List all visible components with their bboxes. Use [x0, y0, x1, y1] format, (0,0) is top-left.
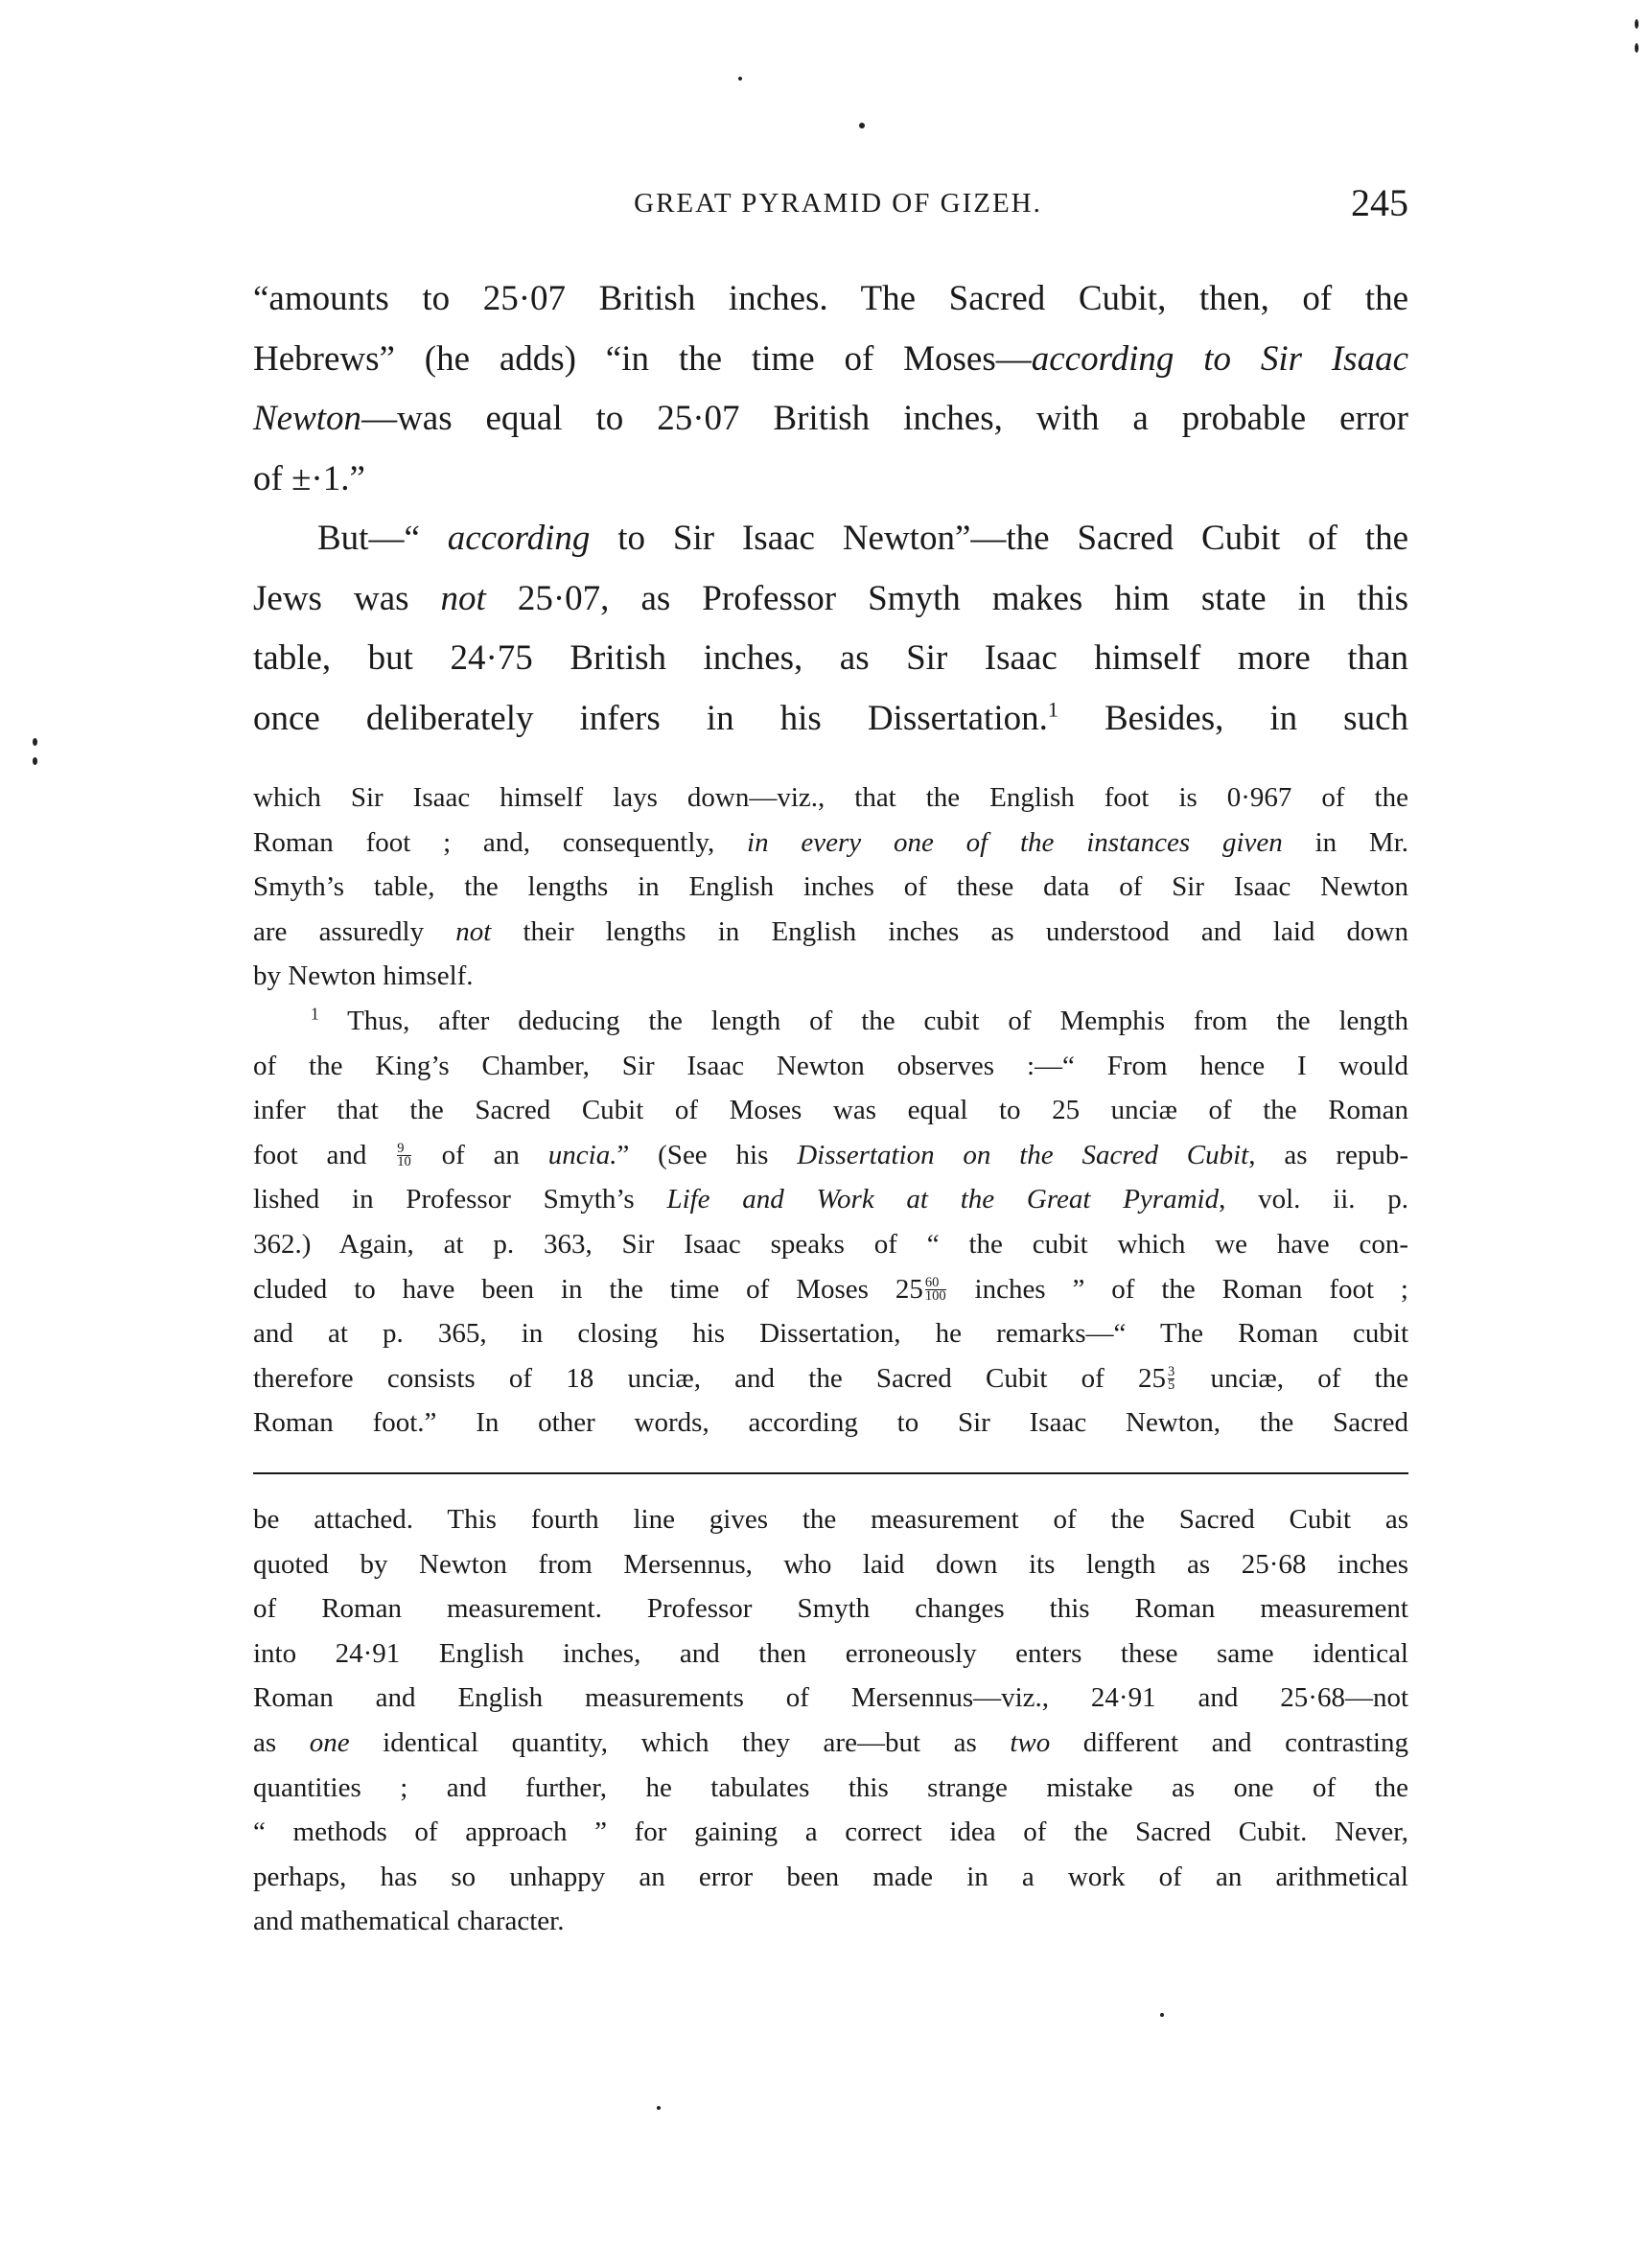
text-run: ” (See his — [616, 1139, 798, 1170]
footnote-marker: 1 — [1047, 697, 1058, 722]
text-line — [253, 1088, 1408, 1133]
text-run: But—“ — [317, 519, 448, 558]
text-run: “ methods of approach ” for gaining a correct idea of the Sacred Cubit. Never, — [253, 1817, 1408, 1848]
text-line — [253, 1133, 1408, 1178]
italic-text: not — [455, 915, 492, 947]
fraction — [924, 1274, 946, 1304]
text-line — [253, 450, 1408, 510]
text-run: table, but 24·75 British inches, as Sir Isaac himself more than — [253, 638, 1408, 678]
text-line — [253, 910, 1408, 955]
text-line — [253, 1311, 1408, 1356]
text-run: as — [253, 1726, 310, 1758]
text-run: of an — [412, 1139, 548, 1170]
text-line — [253, 999, 1408, 1044]
text-run: into 24·91 English inches, and then erroneously enters these same identical — [253, 1637, 1408, 1669]
text-run: therefore consists of 18 unciæ, and the Sacred Cubit of 25 — [253, 1362, 1167, 1394]
text-line — [253, 1586, 1408, 1632]
text-line — [253, 1855, 1408, 1900]
text-line — [253, 330, 1408, 390]
text-run: by Newton himself. — [253, 960, 474, 992]
fraction-denominator: 100 — [924, 1287, 946, 1304]
scan-speck — [859, 123, 865, 128]
fraction-denominator: 10 — [397, 1153, 411, 1169]
text-run: quantities ; and further, he tabulates this strange mistake as one of the — [253, 1771, 1408, 1803]
italic-text: according to Sir Isaac — [1031, 338, 1408, 379]
scan-speck — [33, 738, 37, 746]
text-line — [253, 1497, 1408, 1542]
text-line — [253, 509, 1408, 569]
text-run: be attached. This fourth line gives the measurement of the Sacred Cubit as — [253, 1504, 1408, 1535]
text-run: to Sir Isaac Newton”—the Sacred Cubit of the — [590, 519, 1408, 558]
text-run: and at p. 365, in closing his Dissertation, he remarks—“ The Roman cubit — [253, 1318, 1408, 1350]
text-run: which Sir Isaac himself lays down—viz., that the English foot is 0·967 of the — [253, 782, 1408, 813]
page-number: 245 — [1351, 181, 1408, 224]
text-run: quoted by Newton from Mersennus, who laid down its length as 25·68 inches — [253, 1548, 1408, 1580]
text-run: unciæ, of the — [1176, 1362, 1409, 1394]
fraction — [1168, 1363, 1175, 1393]
text-run: —was equal to 25·07 British inches, with a probable error — [361, 399, 1408, 438]
text-run: , vol. ii. p. — [1219, 1184, 1408, 1215]
italic-text: two — [1010, 1726, 1051, 1758]
italic-text: according — [447, 519, 591, 558]
text-run: cluded to have been in the time of Moses 25 — [253, 1273, 923, 1305]
text-line — [253, 1542, 1408, 1587]
text-run: Roman and English measurements of Mersennus—viz., 24·91 and 25·68—not — [253, 1682, 1408, 1714]
italic-text: one — [309, 1726, 350, 1758]
text-run: 362.) Again, at p. 363, Sir Isaac speaks of “ the cubit which we have con- — [253, 1228, 1408, 1260]
text-line — [253, 389, 1408, 450]
text-run: their lengths in English inches as understood and laid down — [491, 915, 1408, 947]
text-line — [253, 1267, 1408, 1312]
scan-speck — [33, 757, 37, 765]
text-line — [253, 1766, 1408, 1811]
text-line — [253, 1721, 1408, 1766]
main-text — [253, 269, 1408, 749]
text-run: and mathematical character. — [253, 1906, 565, 1937]
text-run: lished in Professor Smyth’s — [253, 1184, 667, 1215]
text-run: inches ” of the Roman foot ; — [947, 1273, 1408, 1305]
footnote-marker: 1 — [311, 1004, 319, 1024]
italic-text: Dissertation on the Sacred Cubit — [797, 1139, 1249, 1170]
fraction — [397, 1140, 411, 1169]
italic-text: not — [440, 578, 486, 618]
text-run: Thus, after deducing the length of the cubit of Memphis from the length — [318, 1005, 1408, 1036]
text-run: Jews was — [253, 578, 441, 618]
text-line — [253, 1222, 1408, 1267]
text-line — [253, 1356, 1408, 1401]
text-run: identical quantity, which they are—but as — [349, 1726, 1011, 1758]
footnote-continued — [253, 775, 1408, 1446]
fraction-numerator: 60 — [925, 1277, 946, 1290]
text-run: foot and — [253, 1139, 396, 1170]
scan-speck — [1635, 19, 1639, 29]
text-run: Hebrews” (he adds) “in the time of Moses— — [253, 338, 1032, 379]
text-run: of the King’s Chamber, Sir Isaac Newton observes :—“ From hence I would — [253, 1050, 1408, 1081]
text-run: in Mr. — [1282, 826, 1409, 858]
text-line — [253, 865, 1408, 910]
text-line — [253, 1632, 1408, 1677]
italic-text: in every one of the instances given — [747, 826, 1283, 858]
text-run: once deliberately infers in his Dissertation. — [253, 698, 1048, 738]
text-run: 25·07, as Professor Smyth makes him state in this — [485, 578, 1408, 618]
text-line — [253, 775, 1408, 821]
text-run: Roman foot ; and, consequently, — [253, 826, 748, 858]
text-line — [253, 689, 1408, 750]
text-line — [253, 1044, 1408, 1089]
italic-text: Life and Work at the Great Pyramid — [666, 1184, 1220, 1215]
scan-speck — [1635, 43, 1639, 53]
text-run: are assuredly — [253, 915, 456, 947]
text-run: perhaps, has so unhappy an error been made in a work of an arithmetical — [253, 1861, 1408, 1892]
scan-speck — [657, 2106, 661, 2110]
text-run: Smyth’s table, the lengths in English inches of these data of Sir Isaac Newton — [253, 871, 1408, 903]
footnote-rule — [253, 1472, 1408, 1474]
text-line — [253, 1676, 1408, 1721]
text-run: of ±·1.” — [253, 458, 365, 498]
scan-speck — [738, 77, 742, 81]
fraction-denominator: 5 — [1168, 1377, 1175, 1393]
text-line — [253, 821, 1408, 866]
text-run: , as repub- — [1248, 1139, 1408, 1170]
text-line — [253, 1177, 1408, 1222]
text-run: infer that the Sacred Cubit of Moses was equal to 25 unciæ of the Roman — [253, 1095, 1408, 1126]
text-line — [253, 629, 1408, 689]
text-line — [253, 1810, 1408, 1855]
italic-text: uncia. — [547, 1139, 617, 1170]
text-run: Roman foot.” In other words, according to Sir Isaac Newton, the Sacred — [253, 1407, 1408, 1439]
text-line — [253, 1899, 1408, 1944]
text-run: “amounts to 25·07 British inches. The Sacred Cubit, then, of the — [253, 279, 1408, 318]
text-run: Besides, in such — [1058, 698, 1409, 738]
footnote-continued-2 — [253, 1497, 1408, 1944]
text-line — [253, 954, 1408, 999]
fraction-numerator: 3 — [1168, 1363, 1175, 1379]
text-line — [253, 269, 1408, 330]
running-title-text: GREAT PYRAMID OF GIZEH. — [634, 188, 1042, 219]
text-line — [253, 569, 1408, 630]
italic-text: Newton — [253, 399, 362, 438]
text-run: different and contrasting — [1050, 1726, 1408, 1758]
text-line — [253, 1400, 1408, 1446]
fraction-numerator: 9 — [397, 1143, 411, 1156]
text-run: of Roman measurement. Professor Smyth changes this Roman measurement — [253, 1593, 1408, 1625]
scan-speck — [1160, 2013, 1164, 2017]
